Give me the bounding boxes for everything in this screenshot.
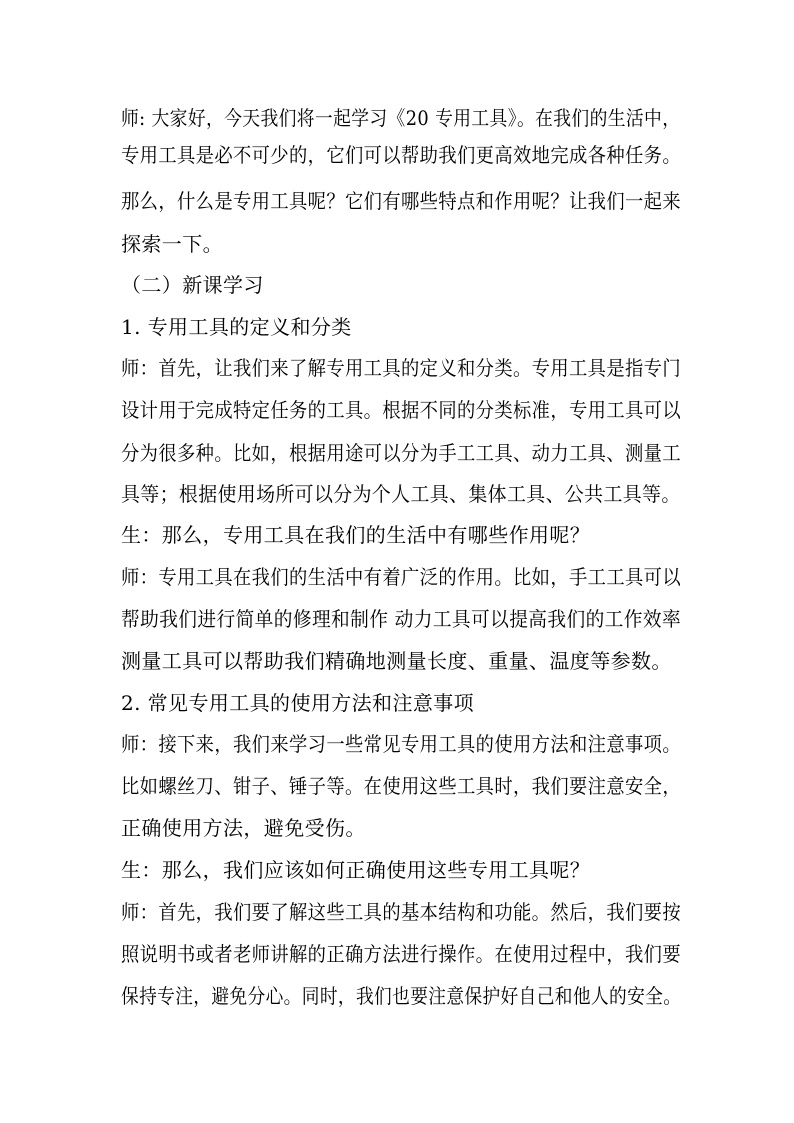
subsection-heading: 2. 常见专用工具的使用方法和注意事项 (121, 691, 475, 715)
section-heading: （二）新课学习 (121, 273, 264, 297)
text-line: 帮助我们进行简单的修理和制作 动力工具可以提高我们的工作效率 (121, 607, 682, 631)
text-line: 师：首先，我们要了解这些工具的基本结构和功能。然后，我们要按 (121, 900, 681, 924)
text-line: 生：那么，专用工具在我们的生活中有哪些作用呢？ (121, 523, 591, 547)
text-line: 正确使用方法，避免受伤。 (121, 816, 366, 840)
text-line: 探索一下。 (121, 232, 223, 256)
text-line: 测量工具可以帮助我们精确地测量长度、重量、温度等参数。 (121, 649, 672, 673)
text-line: 师：接下来，我们来学习一些常见专用工具的使用方法和注意事项。 (121, 732, 681, 756)
text-line: 照说明书或者老师讲解的正确方法进行操作。在使用过程中，我们要 (121, 942, 681, 966)
text-line: 专用工具是必不可少的，它们可以帮助我们更高效地完成各种任务。 (121, 143, 681, 167)
text-line: 具等；根据使用场所可以分为个人工具、集体工具、公共工具等。 (121, 482, 681, 506)
text-line: 保持专注，避免分心。同时，我们也要注意保护好自己和他人的安全。 (121, 984, 682, 1008)
text-line: 师：首先，让我们来了解专用工具的定义和分类。专用工具是指专门 (121, 356, 681, 380)
text-line: 师：专用工具在我们的生活中有着广泛的作用。比如，手工工具可以 (121, 565, 681, 589)
text-line: 那么，什么是专用工具呢？它们有哪些特点和作用呢？让我们一起来 (121, 189, 681, 213)
text-line: 设计用于完成特定任务的工具。根据不同的分类标准，专用工具可以 (121, 398, 681, 422)
subsection-heading: 1. 专用工具的定义和分类 (121, 315, 352, 339)
text-line: 师: 大家好，今天我们将一起学习《20 专用工具》。在我们的生活中， (121, 106, 681, 130)
text-line: 生：那么，我们应该如何正确使用这些专用工具呢？ (121, 858, 591, 882)
text-line: 比如螺丝刀、钳子、锤子等。在使用这些工具时，我们要注意安全， (121, 774, 681, 798)
text-line: 分为很多种。比如，根据用途可以分为手工工具、动力工具、测量工 (121, 441, 681, 465)
